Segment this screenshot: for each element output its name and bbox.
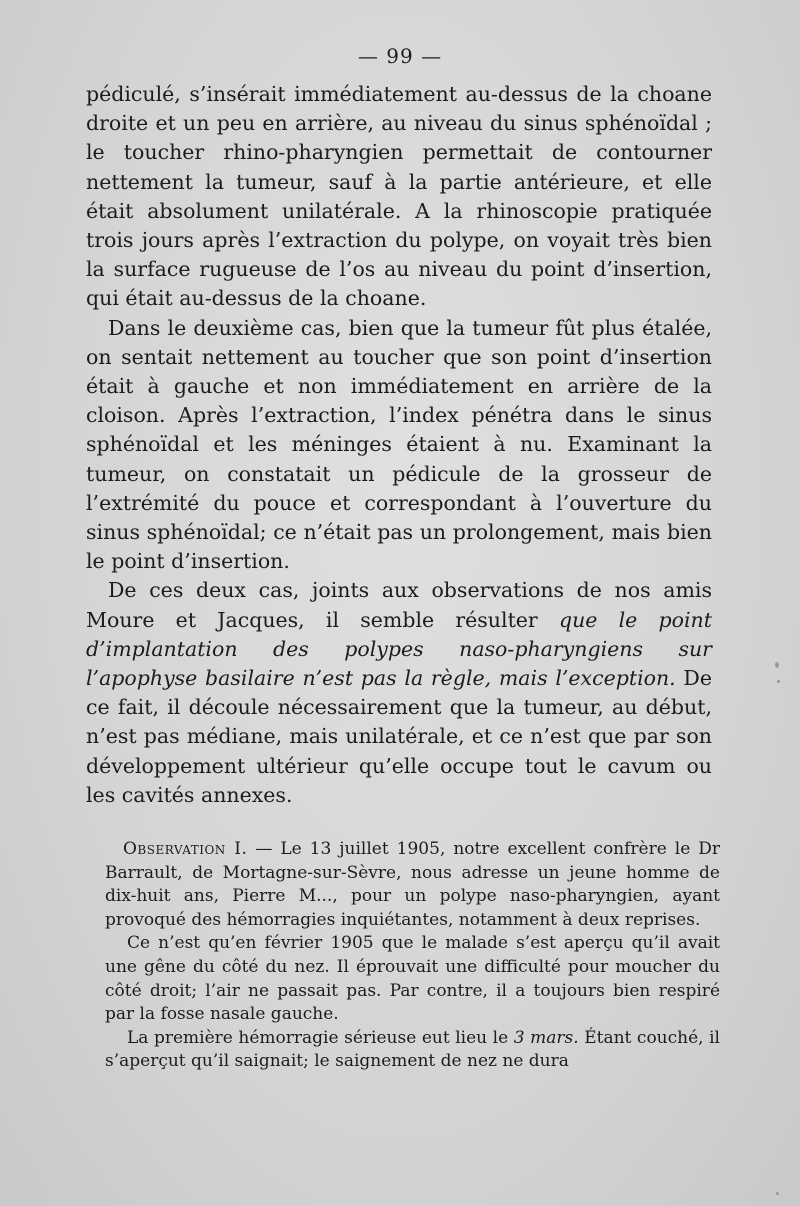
observation-paragraph-1-text: — Le 13 juillet 1905, notre excellent confrère le Dr Barrault, de Mortagne-sur-Sèvre, nous adresse un jeune homme de dix-huit ans, Pierre M..., pour un polype naso-pharyngien, ayant provoqué des hémorragies inquiétantes, notamment à deux reprises.: [105, 839, 720, 930]
page-number: — 99 —: [357, 44, 443, 68]
paragraph-2: Dans le deuxième cas, bien que la tumeur fût plus étalée, on sentait nettement au toucher que son point d’insertion était à gauche et non immédiatement en arrière de la cloison. Après l’extraction, l’index pénétra dans le sinus sphénoïdal et les méninges étaient à nu. Examinant la tumeur, on constatait un pédicule de la grosseur de l’extrémité du pouce et correspondant à l’ouverture du sinus sphénoïdal; ce n’était pas un prolongement, mais bien le point d’insertion.: [86, 315, 712, 574]
observation-paragraph-3-start: La première hémorragie sérieuse eut lieu le: [127, 1027, 514, 1048]
observation-block: [105, 838, 720, 1074]
paper-speck: [776, 1192, 779, 1195]
observation-paragraph-3-emphasis: 3 mars.: [513, 1027, 579, 1048]
observation-paragraph-1: [105, 838, 720, 932]
paper-speck: [777, 680, 780, 683]
paragraph-1: pédiculé, s’insérait immédiatement au-dessus de la choane droite et un peu en arrière, au niveau du sinus sphénoïdal ; le toucher rhino-pharyngien permettait de contourner nettement la tumeur, sauf à la partie antérieure, et elle était absolument unilatérale. A la rhinoscopie pratiquée trois jours après l’extraction du polype, on voyait très bien la surface rugueuse de l’os au niveau du point d’insertion, qui était au-dessus de la choane.: [86, 82, 712, 311]
observation-paragraph-2: Ce n’est qu’en février 1905 que le malade s’est aperçu qu’il avait une gêne du côté du nez. Il éprouvait une difficulté pour moucher du côté droit; l’air ne passait pas. Par contre, il a toujours bien respiré par la fosse nasale gauche.: [105, 933, 720, 1025]
paragraph-3: [86, 576, 712, 810]
main-text-block: [86, 80, 712, 810]
observation-paragraph-3-end: Étant couché, il s’aperçut qu’il saignait; le saignement de nez ne dura: [105, 1027, 720, 1072]
paper-speck: [775, 662, 779, 668]
observation-heading: Observation I.: [123, 839, 248, 859]
observation-paragraph-3: [105, 1027, 720, 1074]
paragraph-3-emphasis: que le point d’implantation des polypes naso-pharyngiens sur l’apophyse basilaire n’est pas la règle, mais l’exception.: [86, 607, 712, 691]
paragraph-3-end: De ce fait, il découle nécessairement que la tumeur, au début, n’est pas médiane, mais unilatérale, et ce n’est que par son développement ultérieur qu’elle occupe tout le cavum ou les cavités annexes.: [86, 666, 712, 807]
paragraph-3-start: De ces deux cas, joints aux observations de nos amis Moure et Jacques, il semble résulter: [86, 578, 712, 632]
